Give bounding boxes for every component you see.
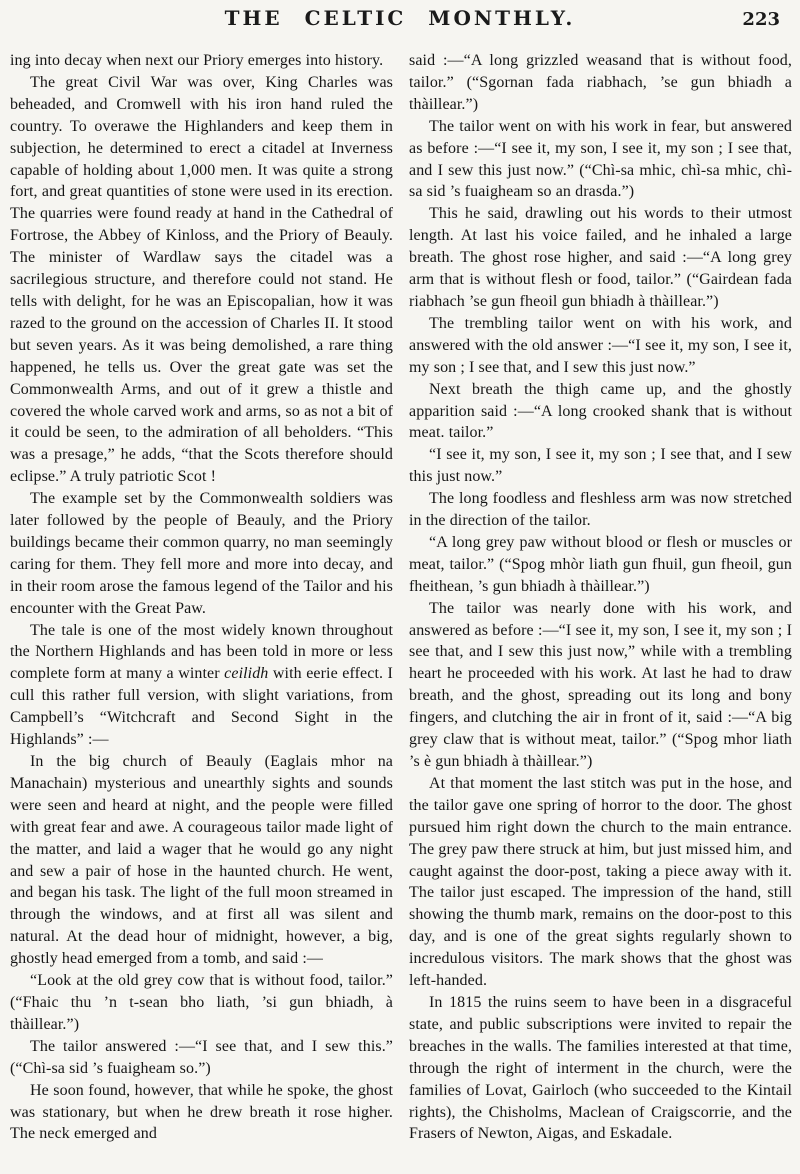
- paragraph: The tailor answered :—“I see that, and I sew this.” (“Chì-sa sid ’s fuaigheam so.”): [10, 1037, 393, 1077]
- paragraph: In the big church of Beauly (Eaglais mhor na Manachain) mysterious and unearthly sights and sounds were seen and heard at night, and the people were filled with great fear and awe. A courageous tailor made light of the matter, and laid a wager that he would go any night and sew a pair of hose in the haunted church. He went, and began his task. The light of the full moon streamed in through the windows, and at first all was silent and natural. At the dead hour of midnight, however, a big, ghostly head emerged from a tomb, and said :—: [10, 753, 393, 968]
- paragraph: “A long grey paw without blood or flesh or muscles or meat, tailor.” (“Spog mhòr liath gun fhuil, gun fheoil, gun fheithean, ’s gun bhiadh à thàillear.”): [409, 533, 792, 595]
- paragraph: He soon found, however, that while he spoke, the ghost was stationary, but when he drew breath it rose higher. The neck emerged and: [10, 1081, 393, 1143]
- paragraph: The tailor went on with his work in fear, but answered as before :—“I see it, my son, I see it, my son ; I see that, and I sew this just now.” (“Chì-sa mhic, chì-sa mhic, chì-sa sid ’s fuaigheam so an drasda.”): [409, 117, 792, 201]
- page-header: [0, 6, 800, 44]
- page-number: 223: [742, 9, 780, 30]
- paragraph: “Look at the old grey cow that is without food, tailor.” (“Fhaic thu ’n t-sean bho liath, ’si gun bhiadh, à thàillear.”): [10, 972, 393, 1033]
- paragraph: The trembling tailor went on with his work, and answered with the old answer :—“I see it, my son, I see it, my son ; I see that, and I sew this just now.”: [409, 314, 792, 376]
- two-column-text-body: [10, 50, 792, 1145]
- left-text-column: [10, 50, 393, 1145]
- paragraph: “I see it, my son, I see it, my son ; I see that, and I sew this just now.”: [409, 446, 792, 486]
- paragraph: said :—“A long grizzled weasand that is without food, tailor.” (“Sgornan fada riabhach, ’se gun bhiadh a thàillear.”): [409, 52, 792, 113]
- paragraph: The tale is one of the most widely known throughout the Northern Highlands and has been told in more or less complete form at many a winter ceilidh with eerie effect. I cull this rather full version, with slight variations, from Campbell’s “Witchcraft and Second Sight in the Highlands” :—: [10, 621, 393, 749]
- paragraph: At that moment the last stitch was put in the hose, and the tailor gave one spring of horror to the door. The ghost pursued him right down the church to the main entrance. The grey paw there struck at him, but just missed him, and caught against the door-post, taking a piece away with it. The tailor just escaped. The impression of the hand, still showing the thumb mark, remains on the door-post to this day, and is one of the great sights regularly shown to incredulous visitors. The mark shows that the ghost was left-handed.: [409, 774, 792, 990]
- paragraph: In 1815 the ruins seem to have been in a disgraceful state, and public subscriptions were invited to repair the breaches in the walls. The families interested at that time, through the right of interment in the church, were the families of Lovat, Gairloch (who succeeded to the Kintail rights), the Chisholms, Maclean of Craigscorrie, and the Frasers of Newton, Aigas, and Eskadale.: [409, 993, 792, 1143]
- paragraph: The tailor was nearly done with his work, and answered as before :—“I see it, my son, I see it, my son ; I see that, and I sew this just now,” while with a trembling heart he proceeded with his work. At last he had to draw breath, and the ghost, spreading out its long and bony fingers, and clutching the air in front of it, said :—“A big grey claw that is without meat, tailor.” (“Spog mhor liath ’s è gun bhiadh à thàillear.”): [409, 599, 792, 770]
- paragraph: This he said, drawling out his words to their utmost length. At last his voice failed, and he inhaled a large breath. The ghost rose higher, and said :—“A long grey arm that is without flesh or food, tailor.” (“Gairdean fada riabhach ’se gun fheoil gun bhiadh à thàillear.”): [409, 205, 792, 310]
- paragraph: ing into decay when next our Priory emerges into history.: [10, 52, 384, 69]
- paragraph: The long foodless and fleshless arm was now stretched in the direction of the tailor.: [409, 490, 792, 530]
- paragraph: The example set by the Commonwealth soldiers was later followed by the people of Beauly, and the Priory buildings became their common quarry, no man seemingly caring for them. They fell more and more into decay, and in their room arose the famous legend of the Tailor and his encounter with the Great Paw.: [10, 490, 393, 617]
- journal-title: THE CELTIC MONTHLY.: [224, 6, 576, 30]
- paragraph: The great Civil War was over, King Charles was beheaded, and Cromwell with his iron hand ruled the country. To overawe the Highlanders and keep them in subjection, he determined to erect a citadel at Inverness capable of holding about 1,000 men. It was quite a strong fort, and great quantities of stone were used in its erection. The quarries were found ready at hand in the Cathedral of Fortrose, the Abbey of Kinloss, and the Priory of Beauly. The minister of Wardlaw says the citadel was a sacrilegious structure, and therefore could not stand. He tells with delight, for he was an Episcopalian, how it was razed to the ground on the accession of Charles II. It stood but seven years. As it was being demolished, a rare thing happened, he tells us. Over the great gate was set the Commonwealth Arms, and out of it grew a thistle and covered the whole carved work and arms, so as not a bit of it could be seen, to the admiration of all beholders. “This was a presage,” he adds, “that the Scots therefore should eclipse.” A truly patriotic Scot !: [10, 73, 393, 486]
- right-text-column: [409, 50, 792, 1145]
- paragraph: Next breath the thigh came up, and the ghostly apparition said :—“A long crooked shank that is without meat. tailor.”: [409, 380, 792, 442]
